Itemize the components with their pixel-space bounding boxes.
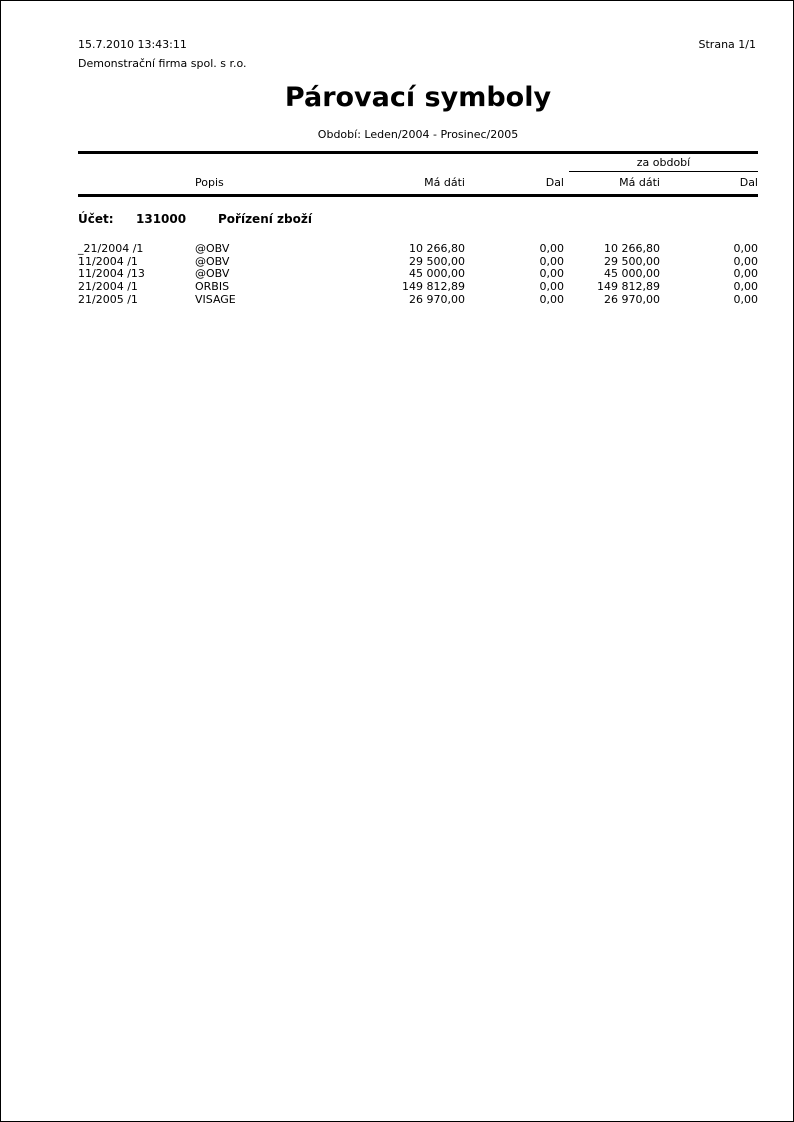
cell-dal-obdobi: 0,00 (733, 267, 758, 281)
account-line (78, 212, 312, 226)
cell-dal: 0,00 (539, 254, 564, 268)
company-name: Demonstrační firma spol. s r.o. (78, 57, 247, 70)
cell-ma-dati: 29 500,00 (409, 254, 465, 268)
table-rows (78, 243, 758, 306)
cell-dal-obdobi: 0,00 (733, 280, 758, 294)
table-header-rule (78, 194, 758, 197)
group-header-za-obdobi: za období (569, 156, 758, 172)
cell-ma-dati-obdobi: 29 500,00 (604, 254, 660, 268)
cell-ma-dati-obdobi: 149 812,89 (597, 280, 660, 294)
cell-symbol: _21/2004 /1 (78, 242, 144, 255)
page-number: Strana 1/1 (698, 38, 756, 51)
cell-ma-dati: 149 812,89 (402, 280, 465, 294)
account-name: Pořízení zboží (218, 212, 312, 226)
cell-dal-obdobi: 0,00 (733, 242, 758, 255)
cell-ma-dati-obdobi: 26 970,00 (604, 292, 660, 306)
cell-dal: 0,00 (539, 292, 564, 306)
header-symbol-spacer (78, 176, 195, 189)
cell-ma-dati-obdobi: 10 266,80 (604, 242, 660, 255)
cell-symbol: 11/2004 /1 (78, 254, 138, 268)
cell-popis: VISAGE (195, 292, 236, 306)
cell-dal: 0,00 (539, 267, 564, 281)
table-row (78, 243, 758, 256)
report-period: Období: Leden/2004 - Prosinec/2005 (317, 128, 519, 141)
table-header-row (78, 176, 758, 189)
cell-dal-obdobi: 0,00 (733, 254, 758, 268)
cell-symbol: 21/2004 /1 (78, 280, 138, 294)
header-ma-dati-obdobi: Má dáti (619, 176, 660, 189)
report-datetime: 15.7.2010 13:43:11 (78, 38, 187, 51)
account-label: Účet: (78, 212, 114, 226)
header-dal-obdobi: Dal (739, 176, 758, 189)
cell-dal: 0,00 (539, 280, 564, 294)
cell-popis: ORBIS (195, 280, 230, 294)
account-number: 131000 (136, 212, 187, 226)
report-title: Párovací symboly (284, 82, 552, 113)
table-row (78, 294, 758, 307)
cell-ma-dati: 45 000,00 (409, 267, 465, 281)
cell-ma-dati-obdobi: 45 000,00 (604, 267, 660, 281)
header-popis: Popis (195, 176, 224, 189)
cell-popis: @OBV (195, 267, 230, 281)
header-dal: Dal (545, 176, 564, 189)
table-top-rule (78, 151, 758, 154)
table-row (78, 281, 758, 294)
cell-popis: @OBV (195, 242, 230, 255)
cell-symbol: 11/2004 /13 (78, 267, 145, 281)
cell-popis: @OBV (195, 254, 230, 268)
cell-dal: 0,00 (539, 242, 564, 255)
cell-ma-dati: 26 970,00 (409, 292, 465, 306)
cell-ma-dati: 10 266,80 (409, 242, 465, 255)
cell-symbol: 21/2005 /1 (78, 292, 138, 306)
header-ma-dati: Má dáti (424, 176, 465, 189)
cell-dal-obdobi: 0,00 (733, 292, 758, 306)
